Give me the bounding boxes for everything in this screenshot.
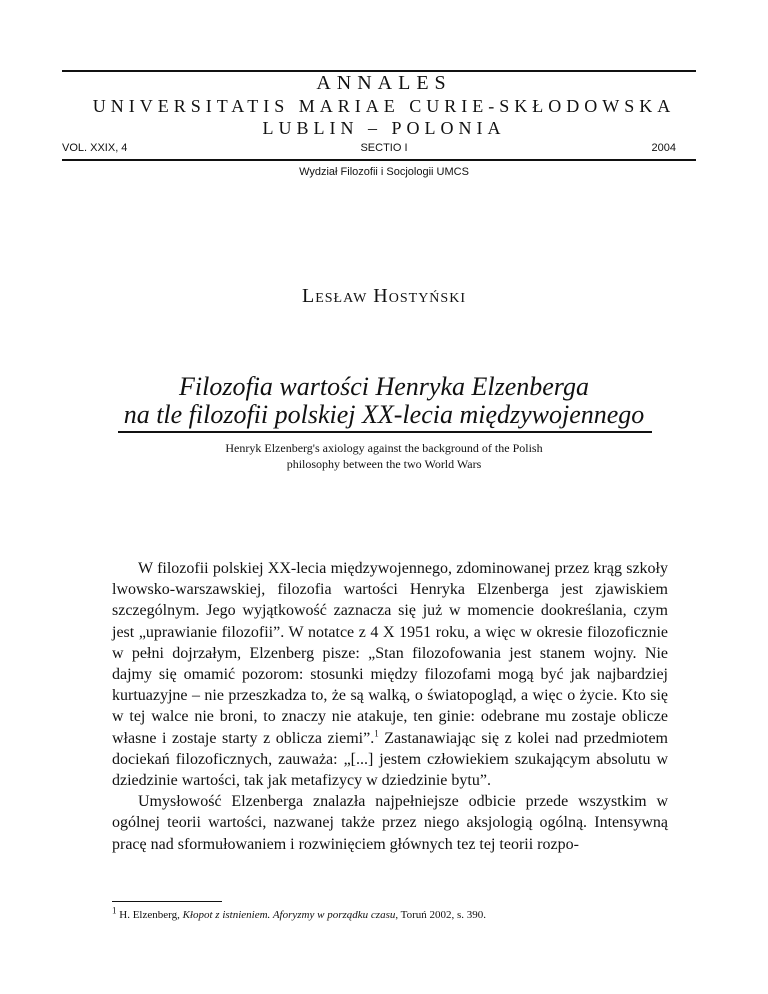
footnote-ref: 1 <box>374 728 379 739</box>
article-title-line1: Filozofia wartości Henryka Elzenberga <box>179 372 589 401</box>
english-title: Henryk Elzenberg's axiology against the background of the Polish philosophy between the two World Wars <box>225 441 543 471</box>
body-paragraph-2: Umysłowość Elzenberga znalazła najpełniejsze odbicie przede wszystkim w ogólnej teorii wartości, nazwanej także przez niego aksjologią ogólną. Intensywną pracę nad sformułowaniem i rozwinięciem głównych tez tej teorii rozpo- <box>112 793 668 853</box>
title-underline <box>118 431 652 433</box>
footnote-work: Kłopot z istnieniem. Aforyzmy w porządku czasu <box>182 909 396 921</box>
article-body <box>112 558 668 855</box>
journal-name: ANNALES <box>316 72 452 94</box>
city-country: LUBLIN – POLONIA <box>262 118 506 138</box>
footnote-author: H. Elzenberg, <box>119 909 180 921</box>
footnote-rest: , Toruń 2002, s. 390. <box>395 909 487 921</box>
author-name: Lesław Hostyński <box>302 285 466 307</box>
article-title-line2: na tle filozofii polskiej XX-lecia międzywojennego <box>123 400 645 429</box>
sectio: SECTIO I <box>360 142 408 154</box>
footnote-rule <box>112 901 222 902</box>
year: 2004 <box>651 142 676 154</box>
volume-number: VOL. XXIX, 4 <box>62 142 128 154</box>
footnote-number: 1 <box>112 905 117 916</box>
body-paragraph-1: W filozofii polskiej XX-lecia międzywojennego, zdominowanej przez krąg szkoły lwowsko-warszawskiej, filozofia wartości Henryka Elzenberga jest zjawiskiem szczególnym. Jego wyjątkowość zaznacza się już w momencie dookreślania, czym jest „uprawianie filozofii”. W notatce z 4 X 1951 roku, a więc w okresie filozoficznie w pełni dojrzałym, Elzenberg pisze: „Stan filozofowania jest stanem wojny. Nie dajmy się omamić pozorom: stosunki między filozofami mogą być jak najbardziej kurtuazyjne – nie przeszkadza to, że są walką, o światopogląd, a więc o życie. Kto się w tej walce nie broni, to znaczy nie atakuje, ten ginie: odebrane mu zostaje oblicze własne i zostaje starty z oblicza ziemi”.$^1$ Zastanawiając się z kolei nad przedmiotem dociekań filozoficznych, zauważa: „[...] jestem człowiekiem szukającym absolutu w dziedzinie wartości, tak jak metafizycy w dziedzinie bytu”. <box>112 560 669 790</box>
faculty-name: Wydział Filozofii i Socjologii UMCS <box>299 166 469 178</box>
header-bottom-rule <box>62 159 696 161</box>
footnote <box>112 905 668 921</box>
university-name: UNIVERSITATIS MARIAE CURIE-SKŁODOWSKA <box>92 96 676 116</box>
